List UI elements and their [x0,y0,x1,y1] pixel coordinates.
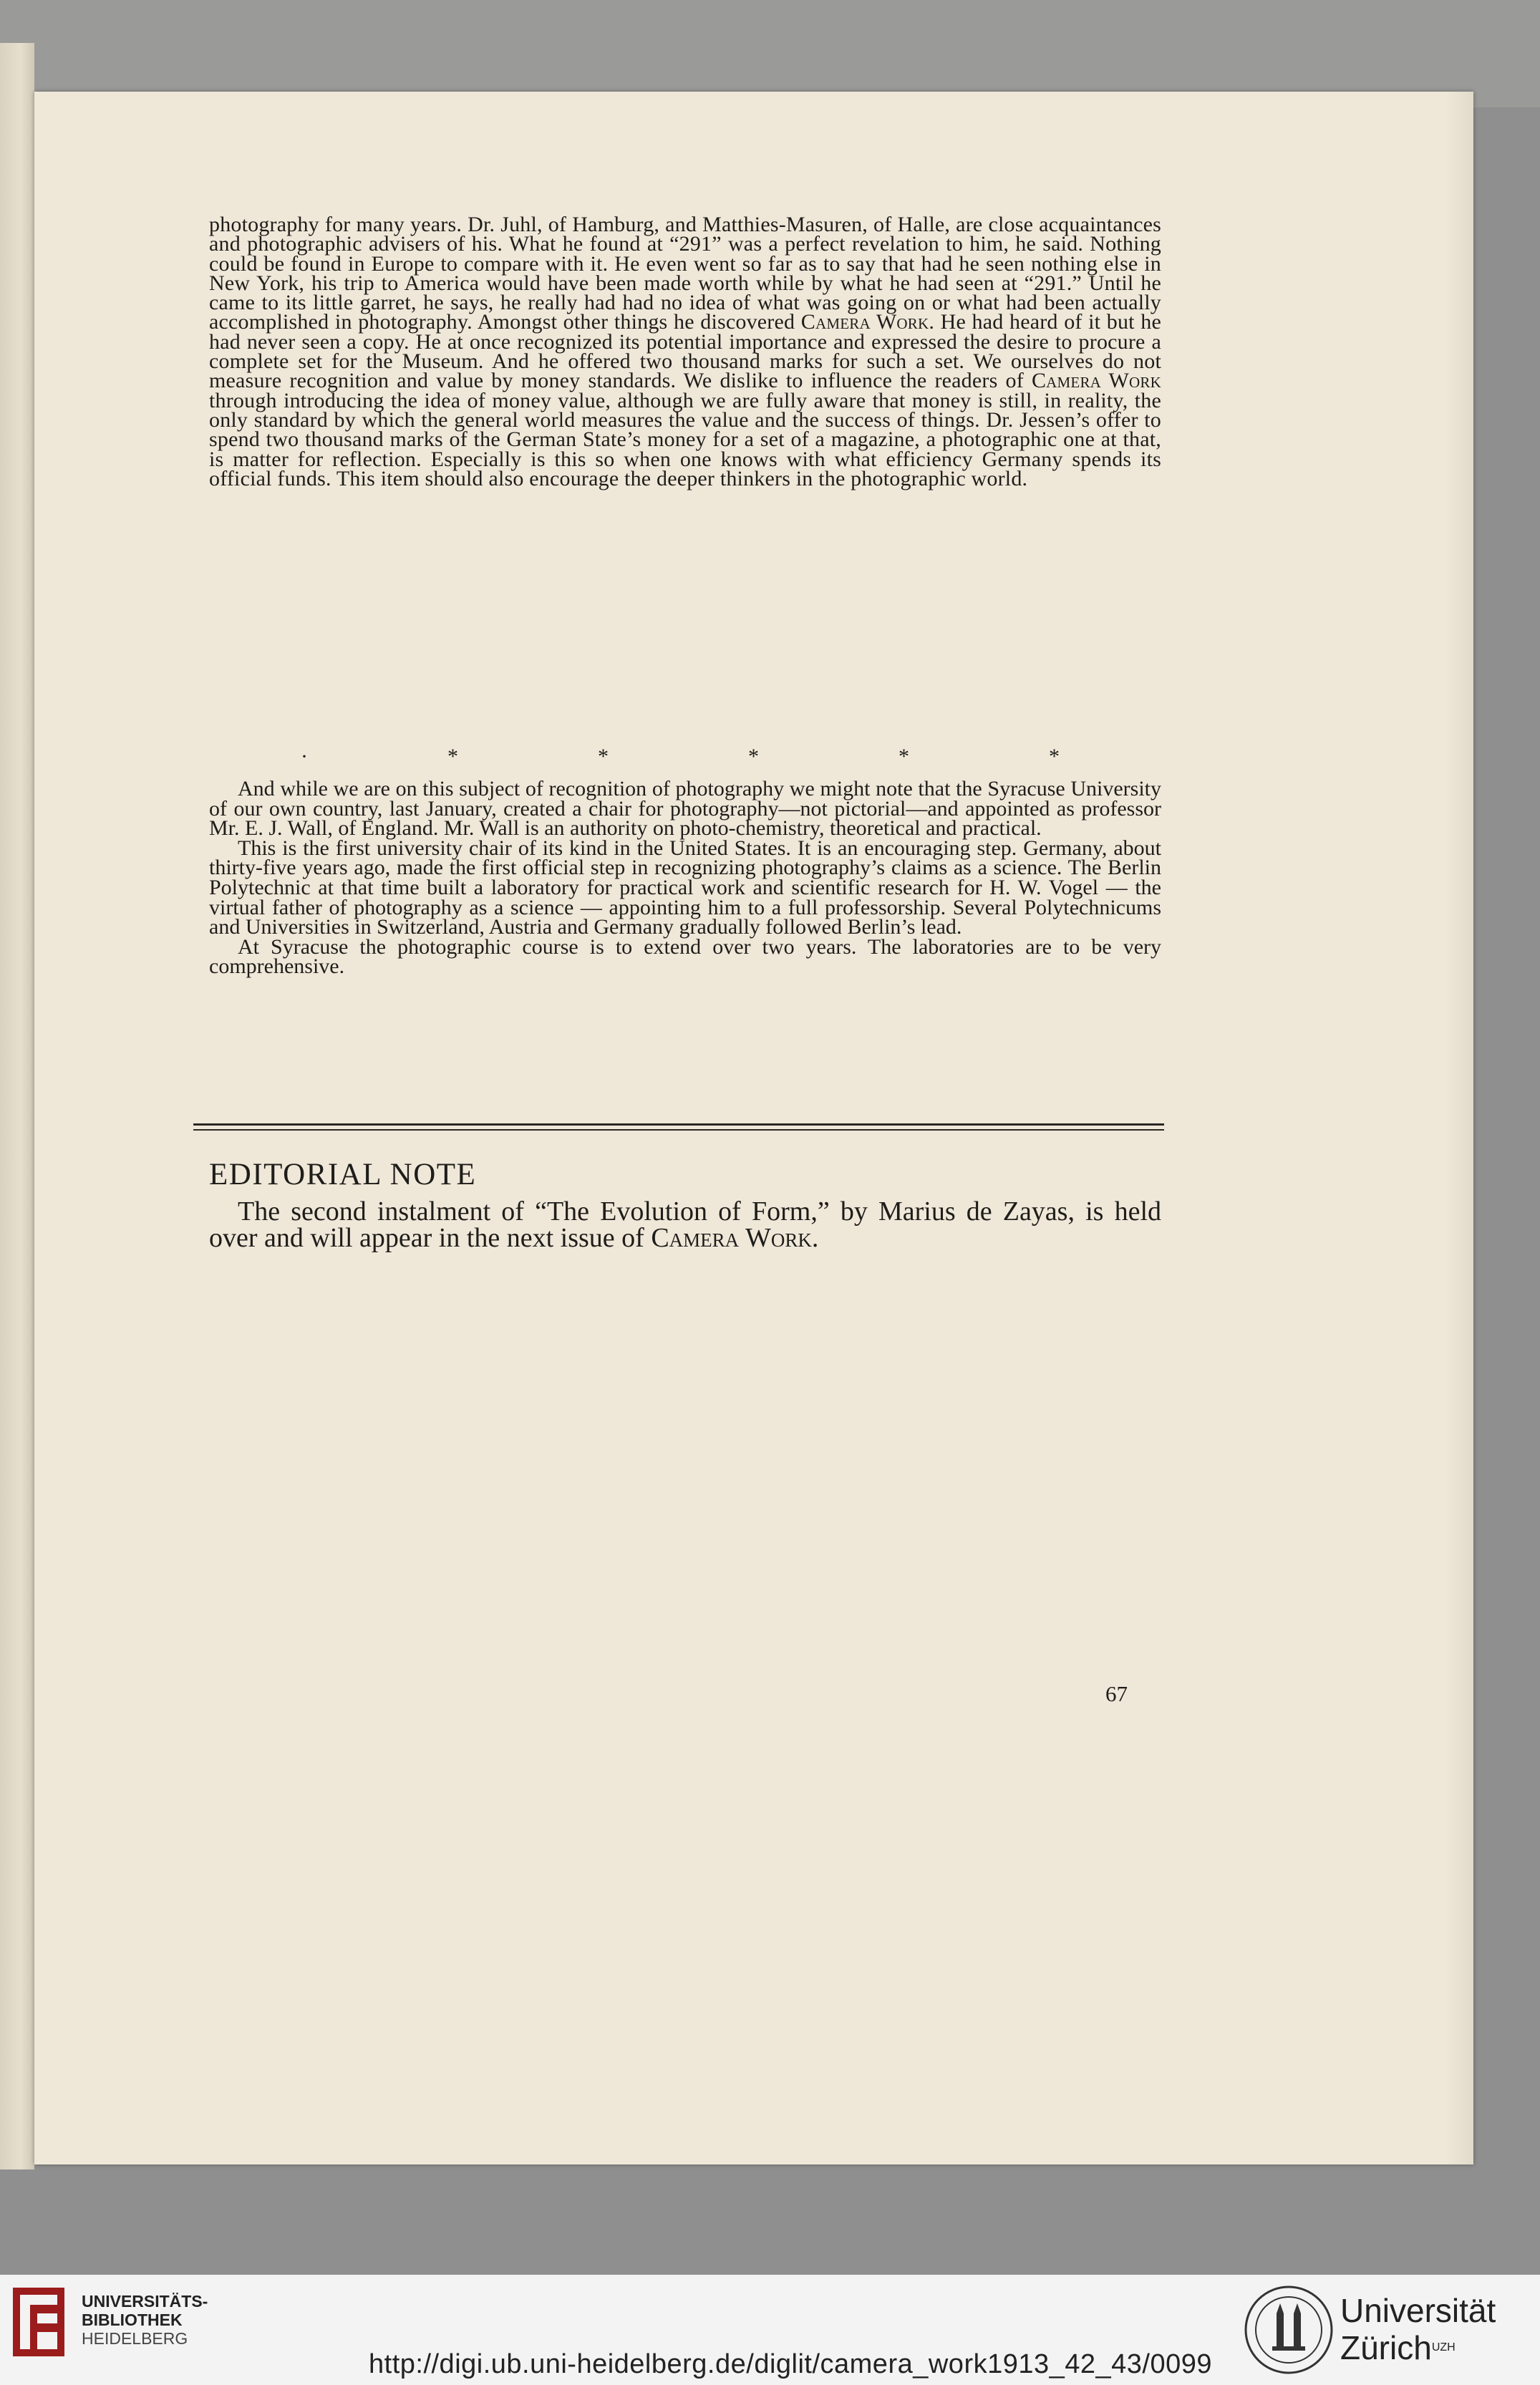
paragraph-1c-text: through introducing the idea of money value, although we are fully aware that money is still, in reality, the only standard by which the general world measures the value and the success of things. Dr. Jessen’s offer to spend two thousand marks of the German State’s money for a set of a magazine, a photographic one at that, is matter for reflection. Especially is this so when one knows with what efficiency Germany spends its official funds. This item should also encourage the deeper thinkers in the photographic world. [209,388,1161,490]
ub-name-line-1: UNIVERSITÄTS- [82,2292,208,2311]
separator-dot: · [301,745,308,768]
uzh-name-line-1: Universität [1340,2292,1496,2329]
paragraph-1-text: photography for many years. Dr. Juhl, of Hamburg, and Matthies-Masuren, of Halle, are close acquaintances and photographic advisers of his. What he found at “291” was a perfect revelation to him, he said. Nothing could be found in Europe to compare with it. He even went so far as to say that had he seen nothing else in New York, his trip to America would have been made worth while by what he had seen at “291.” Until he came to its little garret, he says, he really had had no idea of what was going on or what had been actually accomplished in photography. Amongst other things he discovered [209,213,1161,334]
uzh-name [1340,2292,1496,2366]
editorial-note-body [209,1196,1161,1253]
section-separator [301,745,1060,769]
separator-star: * [748,745,759,768]
separator-star: * [1049,745,1060,768]
editorial-text-b: . [811,1223,819,1253]
separator-star: * [598,745,609,768]
paragraph-1b-text: . He had heard of it but he had never seen a copy. He at once recognized its potential importance and expressed the desire to procure a complete set for the Museum. And he offered two thousand marks for such a set. We ourselves do not measure recognition and value by money standards. We dislike to influence the readers of [209,310,1161,393]
ub-heidelberg-name [82,2292,208,2348]
ub-name-line-3: HEIDELBERG [82,2329,188,2348]
viewer-footer [0,2275,1540,2385]
uzh-name-zurich: Zürich [1340,2329,1432,2366]
separator-star: * [899,745,909,768]
facing-page-edge [0,43,34,2169]
editorial-note-heading: EDITORIAL NOTE [209,1158,477,1191]
paragraph-3: This is the first university chair of its kind in the United States. It is an encouraging step. Germany, about thirty-five years ago, made the first official step in recognizing photography’s claims as a science. The Berlin Polytechnic at that time built a laboratory for practical work and scientific research for H. W. Vogel — the virtual father of photography as a science — appointing him to a full professorship. Several Polytechnicums and Universities in Switzerland, Austria and Germany gradually followed Berlin’s lead. [209,836,1161,939]
uzh-name-line-2 [1340,2329,1496,2366]
editorial-paragraph [209,1196,1161,1253]
paragraph-1 [209,215,1161,488]
paragraph-4: At Syracuse the photographic course is to extend over two years. The laboratories are to be very comprehensive. [209,934,1161,979]
double-rule-top [193,1123,1164,1126]
ub-heidelberg-logo-icon [13,2288,64,2356]
body-text-block [209,215,1161,488]
permalink-url[interactable]: http://digi.ub.uni-heidelberg.de/diglit/camera_work1913_42_43/0099 [369,2349,1213,2379]
ub-name-line-2: BIBLIOTHEK [82,2311,183,2329]
double-rule-bottom [193,1129,1164,1131]
separator-star: * [447,745,458,768]
uzh-superscript: UZH [1431,2341,1456,2353]
uzh-seal-icon [1244,2285,1334,2375]
editorial-text-a: The second instalment of “The Evolution of Form,” by Marius de Zayas, is held over and will appear in the next issue of [209,1196,1161,1253]
paragraph-2: And while we are on this subject of recognition of photography we might note that the Syracuse University of our own country, last January, created a chair for photography—not pictorial—and appointed as professor Mr. E. J. Wall, of England. Mr. Wall is an authority on photo-chemistry, theoretical and practical. [209,777,1161,841]
body-text-block-2 [209,779,1161,977]
camera-work-title: Camera Work [651,1223,812,1253]
camera-work-title: Camera Work [1031,369,1161,393]
camera-work-title: Camera Work [800,310,929,334]
page-number: 67 [1105,1681,1128,1706]
